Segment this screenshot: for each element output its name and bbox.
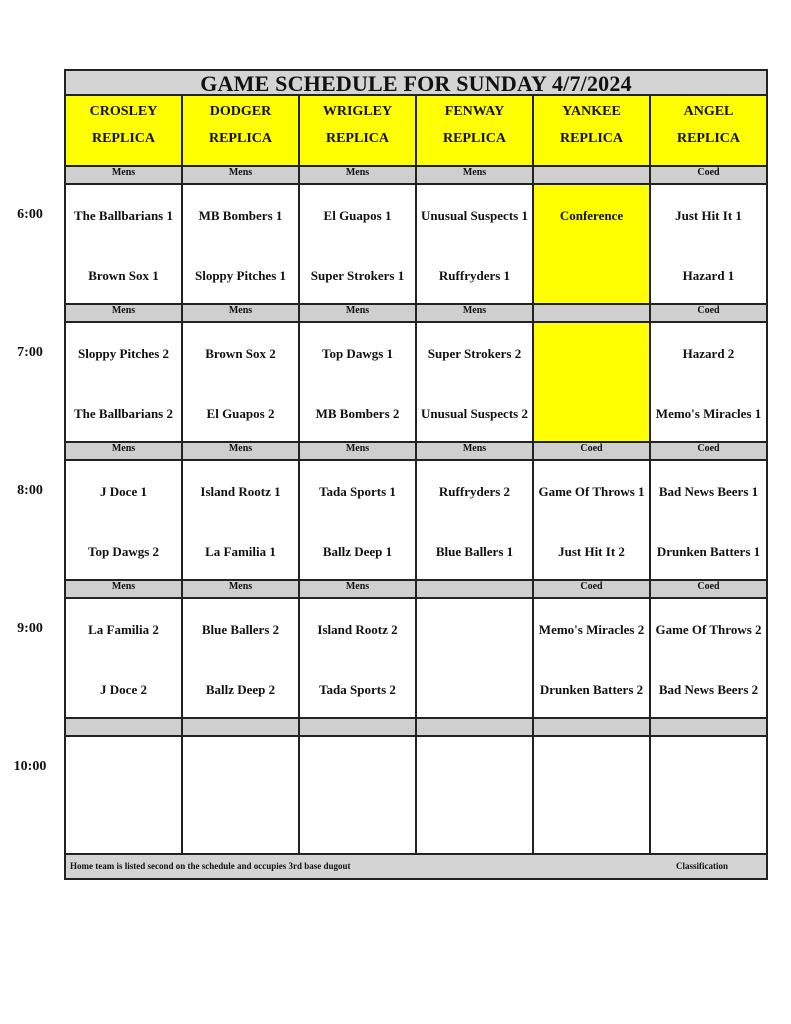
team-second-home: MB Bombers 2 <box>315 405 400 421</box>
classification-cell: Mens <box>417 305 534 323</box>
team-first: Super Strokers 2 <box>427 345 522 361</box>
game-cell <box>66 461 183 581</box>
field-header <box>534 96 651 167</box>
team-second-home: Sloppy Pitches 1 <box>194 267 286 283</box>
classification-cell <box>534 719 651 737</box>
team-first: Brown Sox 2 <box>205 345 276 361</box>
classification-cell: Mens <box>183 581 300 599</box>
classification-cell: Mens <box>417 167 534 185</box>
team-first: The Ballbarians 1 <box>74 207 173 223</box>
classification-cell: Mens <box>66 581 183 599</box>
classification-cell: Mens <box>183 167 300 185</box>
game-cell <box>534 461 651 581</box>
team-second-home: La Familia 1 <box>205 543 276 559</box>
team-second-home: El Guapos 2 <box>206 405 275 421</box>
field-header <box>300 96 417 167</box>
game-cell <box>183 185 300 305</box>
team-second-home <box>653 810 764 844</box>
team-second-home: Tada Sports 2 <box>319 681 396 697</box>
game-cell <box>534 599 651 719</box>
classification-cell: Mens <box>417 443 534 461</box>
classification-cell <box>183 719 300 737</box>
game-cell <box>534 737 651 853</box>
field-header <box>66 96 183 167</box>
game-cell <box>183 599 300 719</box>
schedule-footer <box>66 853 766 878</box>
schedule-sheet <box>64 69 768 880</box>
team-second-home: Unusual Suspects 2 <box>421 405 528 421</box>
team-second-home <box>302 810 413 844</box>
field-name: FENWAY <box>444 104 505 119</box>
team-second-home: Ballz Deep 1 <box>322 543 393 559</box>
team-first: MB Bombers 1 <box>198 207 283 223</box>
classification-cell: Coed <box>651 581 766 599</box>
field-name: YANKEE <box>562 104 621 119</box>
team-second-home: The Ballbarians 2 <box>74 405 173 421</box>
game-cell <box>651 185 766 305</box>
team-second-home: Top Dawgs 2 <box>87 543 160 559</box>
classification-cell: Mens <box>66 167 183 185</box>
footer-note: Home team is listed second on the schedule and occupies 3rd base dugout <box>70 861 351 871</box>
team-first <box>536 750 647 784</box>
team-first <box>653 750 764 784</box>
team-second-home: Just Hit It 2 <box>558 543 625 559</box>
classification-cell: Coed <box>534 581 651 599</box>
team-first <box>536 336 647 370</box>
team-first: Hazard 2 <box>682 345 735 361</box>
team-second-home: J Doce 2 <box>100 681 147 697</box>
field-name: ANGEL <box>683 104 734 119</box>
team-first: Just Hit It 1 <box>675 207 742 223</box>
game-cell <box>300 737 417 853</box>
team-first: Island Rootz 2 <box>317 621 398 637</box>
team-second-home <box>68 810 179 844</box>
team-second-home: Memo's Miracles 1 <box>655 405 762 421</box>
team-first: J Doce 1 <box>100 483 147 499</box>
classification-cell <box>300 719 417 737</box>
game-cell <box>66 737 183 853</box>
classification-cell: Coed <box>651 305 766 323</box>
game-cell <box>534 185 651 305</box>
footer-classification-label: Classification <box>676 861 729 871</box>
field-name: DODGER <box>209 104 272 119</box>
team-second-home: Drunken Batters 2 <box>539 681 644 697</box>
team-second-home: Bad News Beers 2 <box>658 681 759 697</box>
team-second-home <box>536 396 647 430</box>
classification-cell: Mens <box>300 443 417 461</box>
field-type: REPLICA <box>208 131 272 146</box>
game-cell <box>300 185 417 305</box>
team-second-home <box>536 258 647 292</box>
game-cell <box>651 461 766 581</box>
classification-cell: Mens <box>66 305 183 323</box>
game-cell <box>183 737 300 853</box>
game-cell <box>417 323 534 443</box>
classification-cell <box>534 167 651 185</box>
classification-cell <box>534 305 651 323</box>
team-second-home <box>419 810 530 844</box>
game-cell <box>417 737 534 853</box>
team-first: Memo's Miracles 2 <box>538 621 645 637</box>
team-second-home: Brown Sox 1 <box>88 267 159 283</box>
team-first: Bad News Beers 1 <box>658 483 759 499</box>
team-second-home: Ruffryders 1 <box>438 267 511 283</box>
team-first: Island Rootz 1 <box>200 483 281 499</box>
team-second-home: Blue Ballers 1 <box>435 543 514 559</box>
game-cell <box>651 737 766 853</box>
game-cell <box>417 461 534 581</box>
field-type: REPLICA <box>442 131 506 146</box>
game-cell <box>651 323 766 443</box>
team-second-home: Ballz Deep 2 <box>205 681 276 697</box>
classification-cell <box>417 581 534 599</box>
field-name: CROSLEY <box>89 104 158 119</box>
game-cell <box>534 323 651 443</box>
classification-cell: Mens <box>183 443 300 461</box>
time-label: 10:00 <box>13 759 47 774</box>
field-type: REPLICA <box>559 131 623 146</box>
classification-cell: Mens <box>300 167 417 185</box>
classification-cell: Coed <box>651 167 766 185</box>
team-first <box>419 612 530 646</box>
team-second-home <box>419 672 530 706</box>
game-cell <box>183 323 300 443</box>
game-cell <box>66 599 183 719</box>
team-first: Conference <box>559 207 624 223</box>
team-second-home <box>185 810 296 844</box>
field-type: REPLICA <box>676 131 740 146</box>
field-header <box>183 96 300 167</box>
team-second-home: Drunken Batters 1 <box>656 543 761 559</box>
team-first: La Familia 2 <box>88 621 159 637</box>
team-first: Blue Ballers 2 <box>201 621 280 637</box>
game-cell <box>417 185 534 305</box>
team-first: Sloppy Pitches 2 <box>77 345 169 361</box>
classification-cell <box>66 719 183 737</box>
team-first: Tada Sports 1 <box>319 483 396 499</box>
game-cell <box>66 185 183 305</box>
field-header <box>651 96 766 167</box>
team-first <box>68 750 179 784</box>
game-cell <box>183 461 300 581</box>
team-first: Ruffryders 2 <box>438 483 511 499</box>
game-cell <box>300 323 417 443</box>
team-first: Top Dawgs 1 <box>321 345 394 361</box>
field-type: REPLICA <box>325 131 389 146</box>
team-first <box>419 750 530 784</box>
team-first: Game Of Throws 2 <box>655 621 762 637</box>
classification-cell: Mens <box>300 305 417 323</box>
team-second-home: Hazard 1 <box>682 267 735 283</box>
team-first: Game Of Throws 1 <box>538 483 645 499</box>
game-cell <box>66 323 183 443</box>
game-cell <box>651 599 766 719</box>
team-first <box>185 750 296 784</box>
team-second-home <box>536 810 647 844</box>
field-type: REPLICA <box>91 131 155 146</box>
team-first <box>302 750 413 784</box>
schedule-title: GAME SCHEDULE FOR SUNDAY 4/7/2024 <box>66 71 766 96</box>
field-name: WRIGLEY <box>322 104 393 119</box>
team-first: El Guapos 1 <box>323 207 392 223</box>
time-label: 7:00 <box>17 345 43 360</box>
classification-cell <box>651 719 766 737</box>
time-label: 6:00 <box>17 207 43 222</box>
team-second-home: Super Strokers 1 <box>310 267 405 283</box>
time-label: 8:00 <box>17 483 43 498</box>
game-cell <box>300 461 417 581</box>
game-cell <box>300 599 417 719</box>
classification-cell: Mens <box>183 305 300 323</box>
classification-cell: Coed <box>651 443 766 461</box>
time-label: 9:00 <box>17 621 43 636</box>
game-cell <box>417 599 534 719</box>
classification-cell <box>417 719 534 737</box>
team-first: Unusual Suspects 1 <box>421 207 528 223</box>
classification-cell: Mens <box>66 443 183 461</box>
classification-cell: Mens <box>300 581 417 599</box>
classification-cell: Coed <box>534 443 651 461</box>
field-header <box>417 96 534 167</box>
